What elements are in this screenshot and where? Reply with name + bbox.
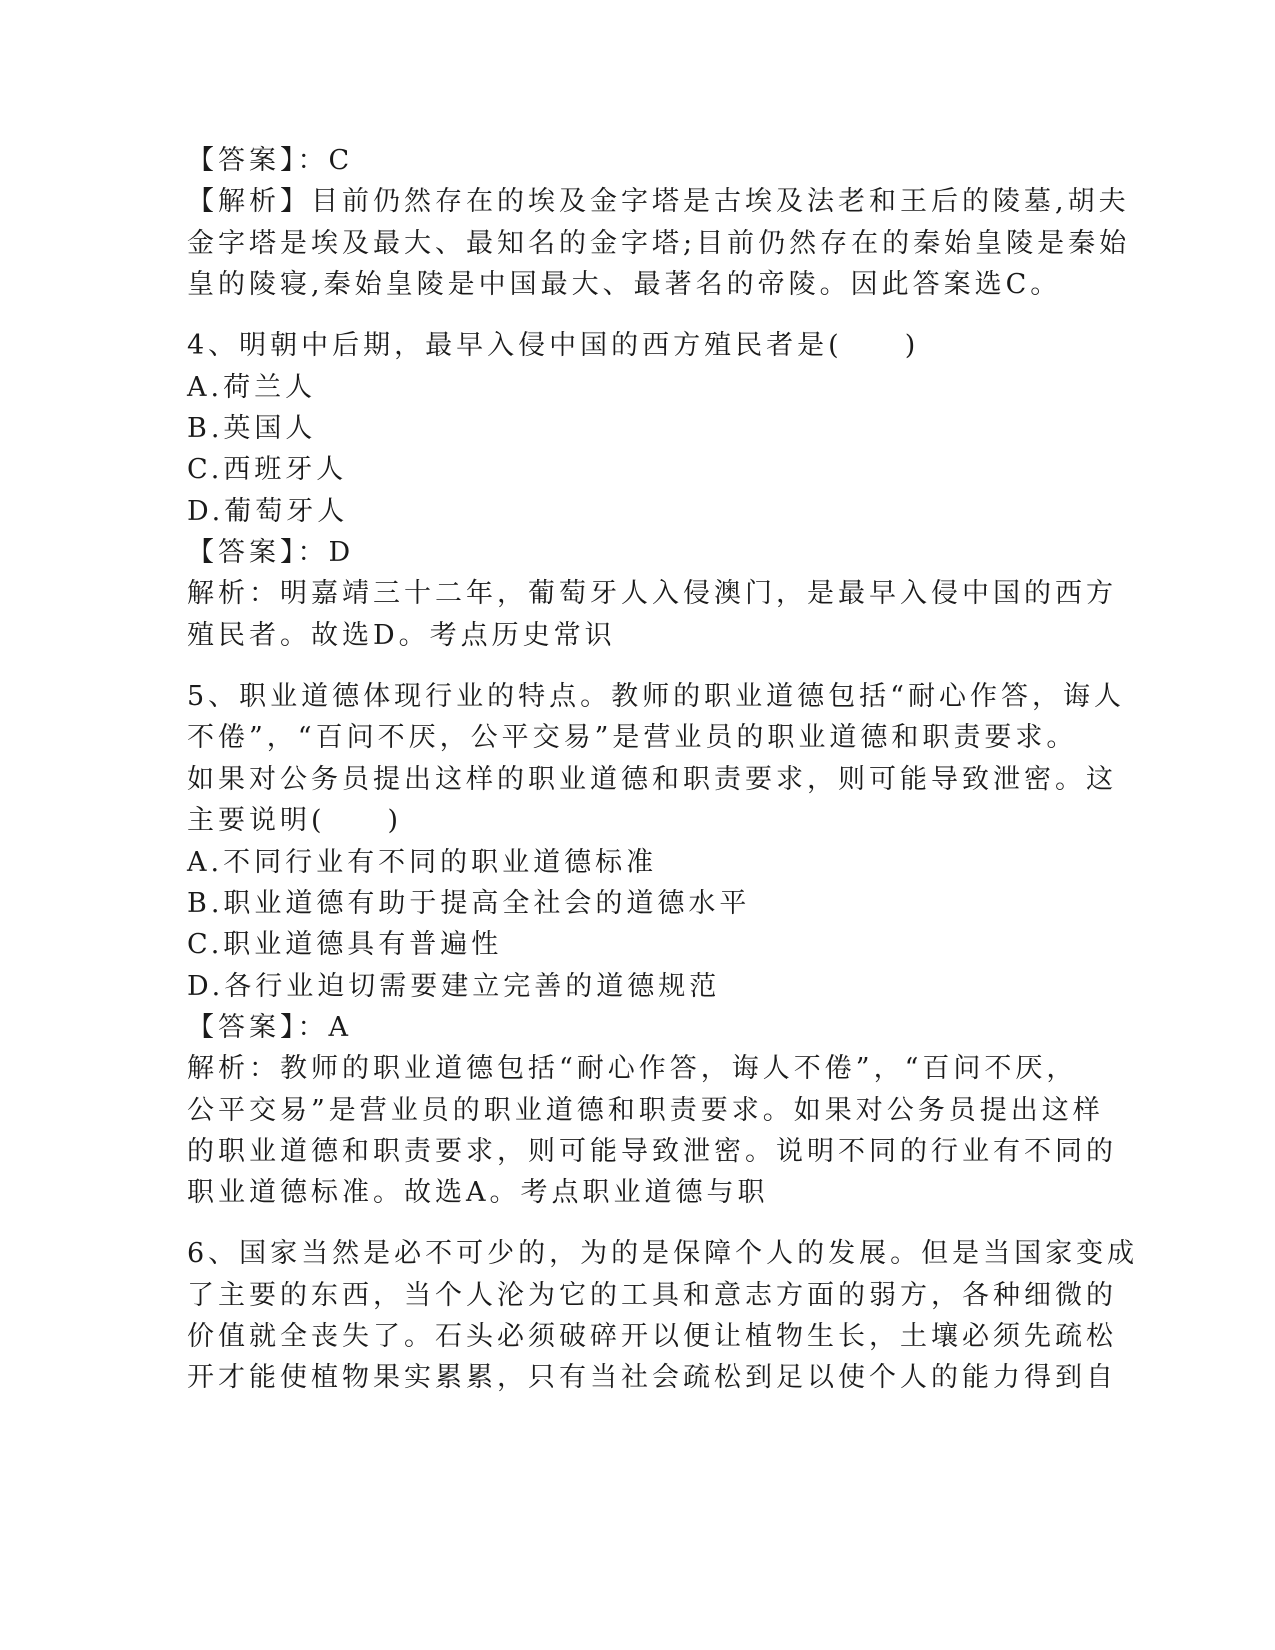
question-stem: 4、明朝中后期，最早入侵中国的西方殖民者是( ) bbox=[187, 330, 920, 361]
analysis-line: 解析：明嘉靖三十二年，葡萄牙人入侵澳门，是最早入侵中国的西方 bbox=[187, 578, 1117, 609]
analysis-line: 殖民者。故选D。考点历史常识 bbox=[187, 620, 616, 651]
option-a: A.不同行业有不同的职业道德标准 bbox=[187, 847, 658, 878]
analysis-line: 解析：教师的职业道德包括“耐心作答，诲人不倦”，“百问不厌， bbox=[187, 1053, 1078, 1084]
answer-label: 【答案】：C bbox=[187, 145, 354, 176]
question-stem: 6、国家当然是必不可少的，为的是保障个人的发展。但是当国家变成 bbox=[187, 1238, 1139, 1269]
option-b: B.英国人 bbox=[187, 413, 317, 444]
analysis-line: 的职业道德和职责要求，则可能导致泄密。说明不同的行业有不同的 bbox=[187, 1136, 1117, 1167]
question-stem: 不倦”，“百问不厌，公平交易”是营业员的职业道德和职责要求。 bbox=[187, 722, 1078, 753]
analysis-line: 金字塔是埃及最大、最知名的金字塔;目前仍然存在的秦始皇陵是秦始 bbox=[187, 228, 1131, 259]
option-d: D.各行业迫切需要建立完善的道德规范 bbox=[187, 971, 721, 1002]
question-stem: 了主要的东西，当个人沦为它的工具和意志方面的弱方，各种细微的 bbox=[187, 1280, 1117, 1311]
question-stem: 价值就全丧失了。石头必须破碎开以便让植物生长，土壤必须先疏松 bbox=[187, 1321, 1117, 1352]
analysis-line: 皇的陵寝,秦始皇陵是中国最大、最著名的帝陵。因此答案选C。 bbox=[187, 269, 1062, 300]
option-c: C.西班牙人 bbox=[187, 454, 348, 485]
question-stem: 5、职业道德体现行业的特点。教师的职业道德包括“耐心作答，诲人 bbox=[187, 681, 1125, 712]
answer-label: 【答案】：D bbox=[187, 537, 355, 568]
question-stem: 开才能使植物果实累累，只有当社会疏松到足以使个人的能力得到自 bbox=[187, 1362, 1117, 1393]
option-b: B.职业道德有助于提高全社会的道德水平 bbox=[187, 888, 751, 919]
analysis-line: 职业道德标准。故选A。考点职业道德与职 bbox=[187, 1177, 769, 1208]
answer-label: 【答案】：A bbox=[187, 1012, 352, 1043]
option-c: C.职业道德具有普遍性 bbox=[187, 929, 503, 960]
option-d: D.葡萄牙人 bbox=[187, 496, 349, 527]
question-stem: 主要说明( ) bbox=[187, 805, 403, 836]
analysis-line: 公平交易”是营业员的职业道德和职责要求。如果对公务员提出这样 bbox=[187, 1095, 1104, 1126]
option-a: A.荷兰人 bbox=[187, 372, 317, 403]
question-stem: 如果对公务员提出这样的职业道德和职责要求，则可能导致泄密。这 bbox=[187, 764, 1117, 795]
analysis-line: 【解析】目前仍然存在的埃及金字塔是古埃及法老和王后的陵墓,胡夫 bbox=[187, 186, 1130, 217]
